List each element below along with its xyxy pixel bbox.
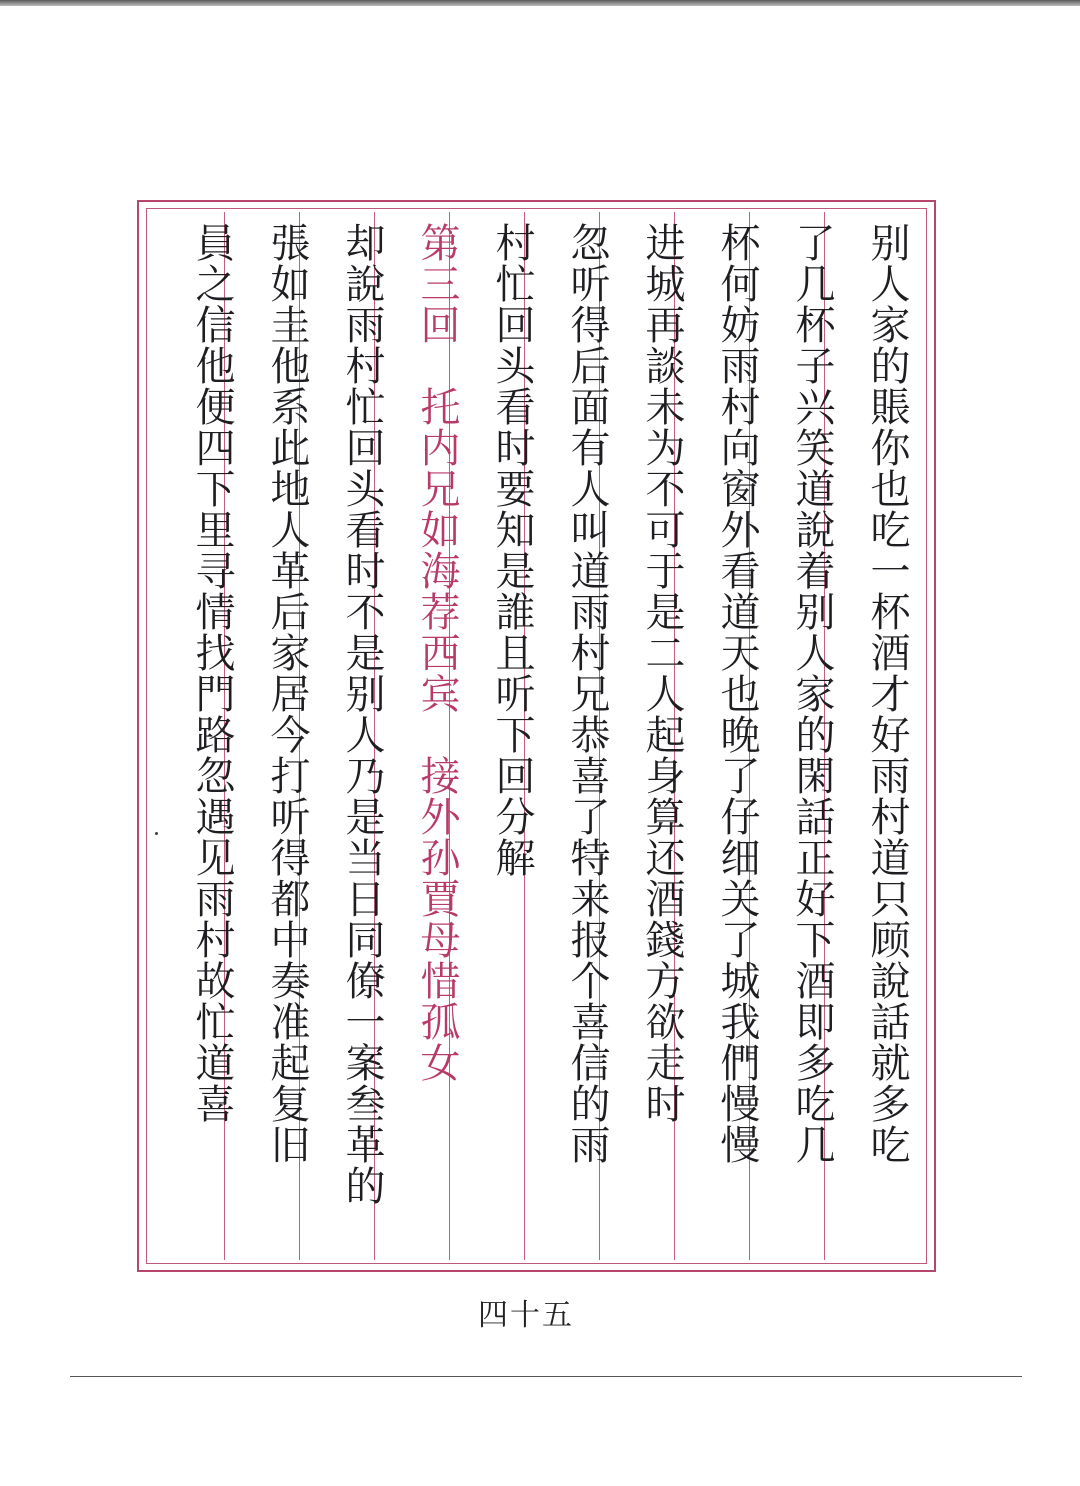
page-bottom-line <box>70 1376 1022 1377</box>
text-column-9 <box>250 212 324 1260</box>
text-column-4 <box>625 212 699 1260</box>
text-column-8 <box>325 212 399 1260</box>
column-text: 进城再談未为不可于是二人起身算还酒錢方欲走时 <box>639 222 685 1124</box>
column-text: 杯何妨雨村向窗外看道天也晚了仔细关了城我們慢慢 <box>714 222 760 1165</box>
column-text: 忽听得后面有人叫道雨村兄恭喜了特来报个喜信的雨 <box>564 222 610 1165</box>
column-text: 員之信他便四下里寻情找門路忽遇见雨村故忙道喜 <box>189 222 235 1124</box>
text-column-5 <box>550 212 624 1260</box>
column-text: 村忙回头看时要知是誰且听下回分解 <box>489 222 535 878</box>
text-column-1 <box>850 212 924 1260</box>
column-text: 了几杯子兴笑道說着别人家的閑話正好下酒即多吃几 <box>789 222 835 1165</box>
column-text: 却說雨村忙回头看时不是别人乃是当日同僚一案叁革的 <box>339 222 385 1206</box>
text-column-10 <box>175 212 249 1260</box>
chapter-heading: 第三回 托内兄如海荐西宾 接外孙賈母惜孤女 <box>414 222 460 1083</box>
chapter-heading-column <box>400 212 474 1260</box>
margin-dot <box>155 832 158 835</box>
text-column-2 <box>775 212 849 1260</box>
column-text: 别人家的賬你也吃一杯酒才好雨村道只顾說話就多吃 <box>864 222 910 1165</box>
scan-edge <box>0 0 1080 6</box>
page-number: 四十五 <box>478 1298 574 1333</box>
text-column-3 <box>700 212 774 1260</box>
text-column-6 <box>475 212 549 1260</box>
column-text: 張如圭他系此地人革后家居今打听得都中奏准起复旧 <box>264 222 310 1165</box>
